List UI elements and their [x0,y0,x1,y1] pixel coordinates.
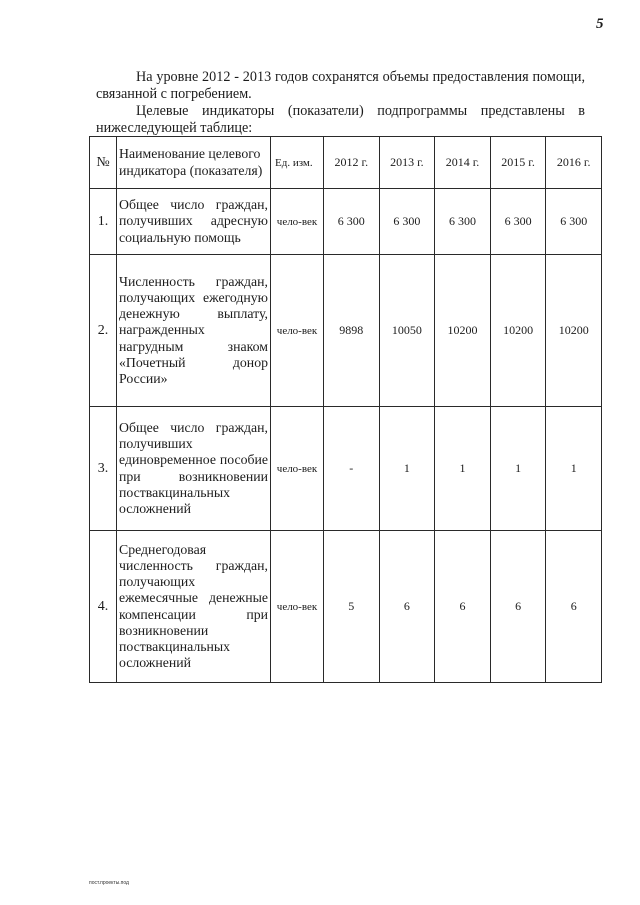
value-2013: 10050 [379,255,435,407]
row-indicator-name: Численность граждан, получающих ежегодную денежную выплату, награжденных нагрудным знаком «Почетный донор России» [117,255,271,407]
value-2013: 6 300 [379,189,435,255]
table-row [90,189,602,255]
row-unit: чело-век [271,407,324,531]
indicators-table [89,136,602,683]
value-2014: 1 [435,407,491,531]
value-2012: 9898 [324,255,380,407]
value-2015: 1 [490,407,546,531]
header-unit: Ед. изм. [271,137,324,189]
value-2012: - [324,407,380,531]
value-2012: 5 [324,531,380,683]
value-2014: 6 [435,531,491,683]
footer-filename: пост.проекты.под [89,880,129,886]
table-row [90,255,602,407]
header-year-2015: 2015 г. [490,137,546,189]
row-number: 2. [90,255,117,407]
row-unit: чело-век [271,531,324,683]
intro-text-2: Целевые индикаторы (показатели) подпрограммы представлены в нижеследующей таблице: [96,103,585,136]
value-2012: 6 300 [324,189,380,255]
intro-paragraph-2 [96,103,585,136]
value-2015: 10200 [490,255,546,407]
row-indicator-name: Общее число граждан, получивших адресную социальную помощь [117,189,271,255]
value-2015: 6 [490,531,546,683]
value-2013: 6 [379,531,435,683]
header-indicator-name: Наименование целевого индикатора (показателя) [117,137,271,189]
value-2014: 10200 [435,255,491,407]
page-number: 5 [596,16,604,32]
value-2014: 6 300 [435,189,491,255]
value-2015: 6 300 [490,189,546,255]
intro-text-1: На уровне 2012 - 2013 годов сохранятся объемы предоставления помощи, связанной с погребением. [96,69,585,102]
row-number: 3. [90,407,117,531]
header-year-2012: 2012 г. [324,137,380,189]
row-unit: чело-век [271,189,324,255]
row-indicator-name: Среднегодовая численность граждан, получающих ежемесячные денежные компенсации при возникновении поствакцинальных осложнений [117,531,271,683]
value-2016: 6 [546,531,602,683]
row-number: 1. [90,189,117,255]
intro-paragraph-1 [96,69,585,102]
header-number: № [90,137,117,189]
value-2016: 6 300 [546,189,602,255]
value-2013: 1 [379,407,435,531]
header-year-2014: 2014 г. [435,137,491,189]
value-2016: 1 [546,407,602,531]
header-year-2016: 2016 г. [546,137,602,189]
value-2016: 10200 [546,255,602,407]
row-indicator-name: Общее число граждан, получивших единовременное пособие при возникновении поствакцинальных осложнений [117,407,271,531]
table-row [90,407,602,531]
header-year-2013: 2013 г. [379,137,435,189]
row-number: 4. [90,531,117,683]
row-unit: чело-век [271,255,324,407]
table-header-row [90,137,602,189]
table-row [90,531,602,683]
